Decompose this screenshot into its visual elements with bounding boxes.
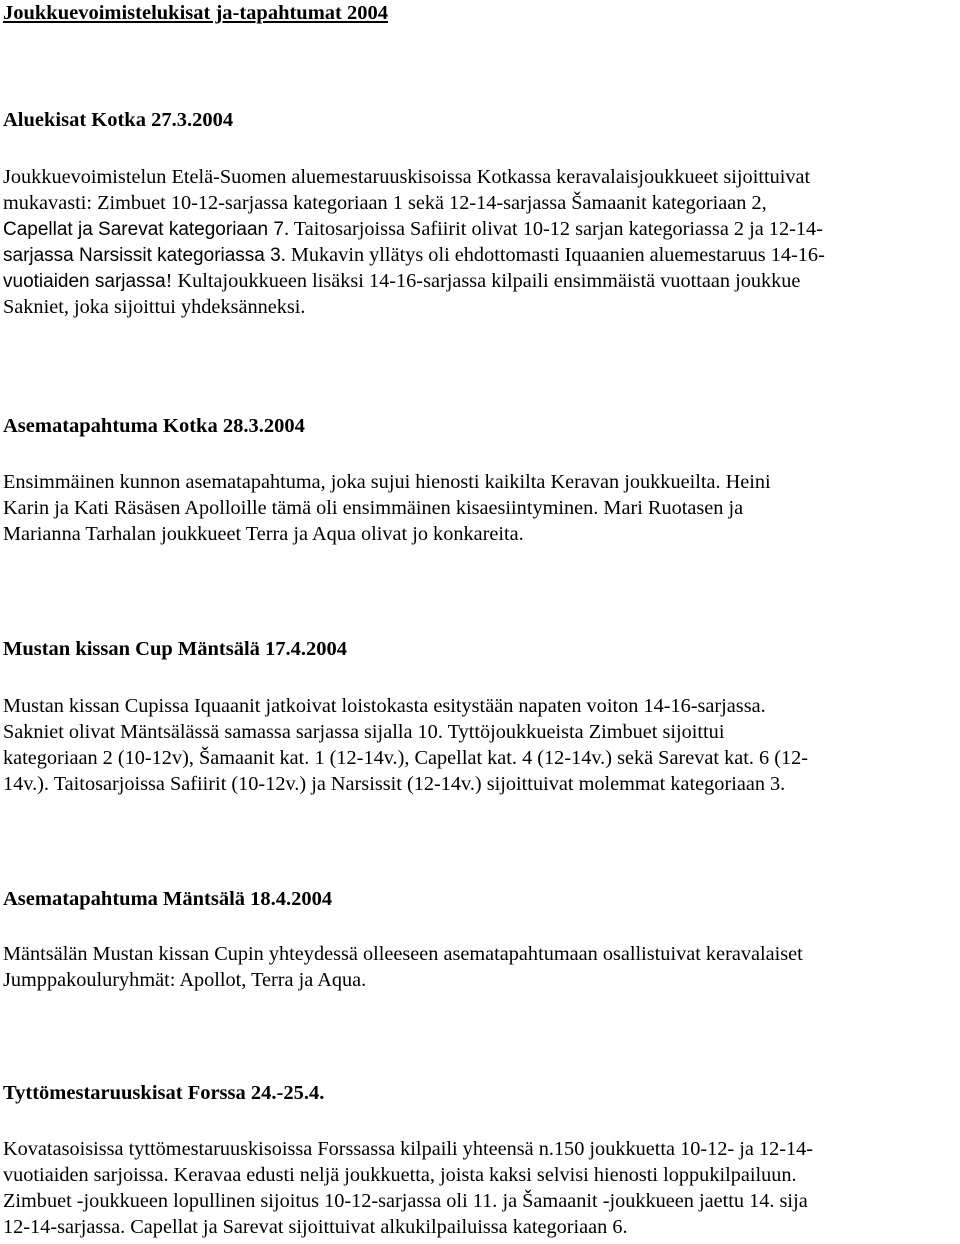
section-body-asematapahtuma-mantsala [3,941,958,993]
paragraph-line [3,495,958,521]
text-run: ! Kultajoukkueen lisäksi 14-16-sarjassa kilpaili ensimmäistä vuottaan joukkue [165,270,801,292]
section-heading-mustan-kissan-cup: Mustan kissan Cup Mäntsälä 17.4.2004 [3,638,348,660]
text-run: . Taitosarjoissa Safiirit olivat 10-12 sarjan kategoriassa 2 ja 12-14- [283,218,823,240]
text-run: Karin ja Kati Räsäsen Apolloille tämä oli ensimmäinen kisaesiintyminen. Mari Ruotasen ja [3,497,744,519]
paragraph-line [3,941,958,967]
text-run: Ensimmäinen kunnon asematapahtuma, joka sujui hienosti kaikilta Keravan joukkueilta. Heini [3,471,771,493]
section-heading-asematapahtuma-mantsala: Asematapahtuma Mäntsälä 18.4.2004 [3,888,333,910]
text-run: vuotiaiden sarjassa [3,271,166,292]
paragraph-line [3,294,958,320]
text-run: Sakniet olivat Mäntsälässä samassa sarjassa sijalla 10. Tyttöjoukkueista Zimbuet sijoittui [3,721,725,743]
paragraph-line [3,719,958,745]
paragraph-line [3,164,958,190]
text-run: Joukkuevoimistelun Etelä-Suomen aluemestaruuskisoissa Kotkassa keravalaisjoukkueet sijoittuivat [3,166,811,188]
paragraph-line [3,469,958,495]
paragraph-line [3,745,958,771]
paragraph-line [3,216,958,242]
paragraph-line [3,268,958,294]
paragraph-line [3,242,958,268]
paragraph-line [3,1214,958,1240]
paragraph-line [3,190,958,216]
paragraph-line [3,1136,958,1162]
section-body-aluekisat-kotka [3,164,958,320]
paragraph-line [3,1188,958,1214]
text-run: . Mukavin yllätys oli ehdottomasti Iquaanien aluemestaruus 14-16- [280,244,825,266]
section-heading-asematapahtuma-kotka: Asematapahtuma Kotka 28.3.2004 [3,415,305,437]
document-title: Joukkuevoimistelukisat ja-tapahtumat 2004 [3,2,388,24]
section-heading-tyttomestaruuskisat-forssa: Tyttömestaruuskisat Forssa 24.-25.4. [3,1082,325,1104]
text-run: Mustan kissan Cupissa Iquaanit jatkoivat loistokasta esitystään napaten voiton 14-16-sarjassa. [3,695,766,717]
text-run: sarjassa Narsissit kategoriassa 3 [3,245,281,266]
paragraph-line [3,693,958,719]
paragraph-line [3,521,958,547]
text-run: kategoriaan 2 (10-12v), Šamaanit kat. 1 (12-14v.), Capellat kat. 4 (12-14v.) sekä Sarevat kat. 6 (12- [3,747,808,769]
section-body-tyttomestaruuskisat-forssa [3,1136,958,1240]
text-run: Kovatasoisissa tyttömestaruuskisoissa Forssassa kilpaili yhteensä n.150 joukkuetta 10-12- ja 12-14- [3,1138,814,1160]
text-run: Jumppakouluryhmät: Apollot, Terra ja Aqua. [3,969,367,991]
text-run: Zimbuet -joukkueen lopullinen sijoitus 10-12-sarjassa oli 11. ja Šamaanit -joukkueen jaettu 14. sija [3,1190,808,1212]
paragraph-line [3,967,958,993]
section-body-asematapahtuma-kotka [3,469,958,547]
text-run: Marianna Tarhalan joukkueet Terra ja Aqua olivat jo konkareita. [3,523,524,545]
text-run: Sakniet, joka sijoittui yhdeksänneksi. [3,296,306,318]
section-body-mustan-kissan-cup [3,693,958,797]
text-run: vuotiaiden sarjoissa. Keravaa edusti neljä joukkuetta, joista kaksi selvisi hienosti loppukilpailuun. [3,1164,797,1186]
section-heading-aluekisat-kotka: Aluekisat Kotka 27.3.2004 [3,109,234,131]
text-run: 14v.). Taitosarjoissa Safiirit (10-12v.) ja Narsissit (12-14v.) sijoittuivat molemmat kategoriaan 3. [3,773,786,795]
paragraph-line [3,1162,958,1188]
text-run: Capellat ja Sarevat kategoriaan 7 [3,219,284,240]
paragraph-line [3,771,958,797]
text-run: Mäntsälän Mustan kissan Cupin yhteydessä olleeseen asematapahtumaan osallistuivat keravalaiset [3,943,803,965]
text-run: 12-14-sarjassa. Capellat ja Sarevat sijoittuivat alkukilpailuissa kategoriaan 6. [3,1216,628,1238]
text-run: mukavasti: Zimbuet 10-12-sarjassa kategoriaan 1 sekä 12-14-sarjassa Šamaanit kategoriaan 2, [3,192,767,214]
